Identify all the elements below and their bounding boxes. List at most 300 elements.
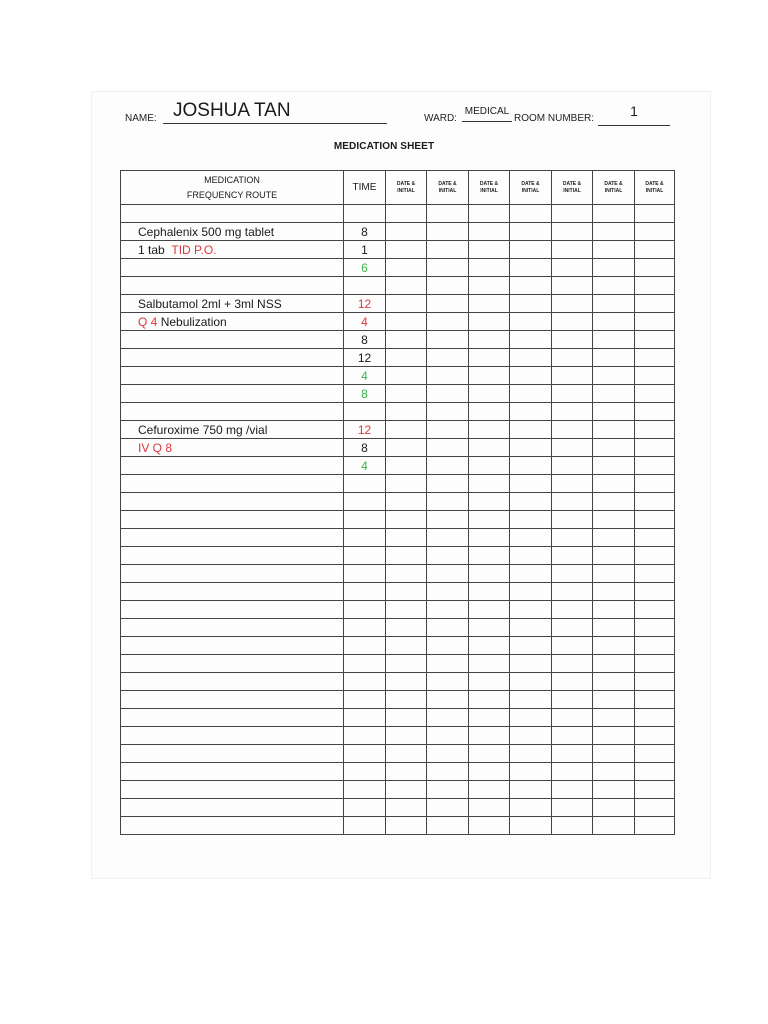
date-initial-cell[interactable] xyxy=(635,223,675,241)
date-initial-cell[interactable] xyxy=(386,799,427,817)
date-initial-cell[interactable] xyxy=(510,673,552,691)
date-initial-cell[interactable] xyxy=(469,691,510,709)
date-initial-cell[interactable] xyxy=(427,601,469,619)
date-initial-cell[interactable] xyxy=(510,313,552,331)
medication-header-line1: MEDICATION xyxy=(204,174,260,185)
date-initial-cell[interactable] xyxy=(469,331,510,349)
date-initial-cell[interactable] xyxy=(427,565,469,583)
date-initial-cell[interactable] xyxy=(469,367,510,385)
date-initial-cell[interactable] xyxy=(386,709,427,727)
date-initial-cell[interactable] xyxy=(593,259,635,277)
date-initial-cell[interactable] xyxy=(386,547,427,565)
date-initial-cell[interactable] xyxy=(469,619,510,637)
date-initial-cell[interactable] xyxy=(552,313,593,331)
date-initial-cell[interactable] xyxy=(635,781,675,799)
date-initial-cell[interactable] xyxy=(635,457,675,475)
name-underline xyxy=(163,123,387,124)
date-initial-cell[interactable] xyxy=(635,637,675,655)
date-initial-cell[interactable] xyxy=(552,547,593,565)
date-initial-cell[interactable] xyxy=(469,295,510,313)
date-initial-cell[interactable] xyxy=(552,367,593,385)
date-initial-cell[interactable] xyxy=(427,727,469,745)
date-initial-cell[interactable] xyxy=(510,295,552,313)
date-initial-cell[interactable] xyxy=(635,601,675,619)
date-initial-cell[interactable] xyxy=(635,205,675,223)
date-initial-cell[interactable] xyxy=(469,763,510,781)
date-initial-cell[interactable] xyxy=(593,547,635,565)
date-initial-cell[interactable] xyxy=(552,457,593,475)
date-initial-cell[interactable] xyxy=(635,259,675,277)
date-initial-cell[interactable] xyxy=(552,727,593,745)
date-initial-header-7 xyxy=(635,171,675,205)
date-initial-cell[interactable] xyxy=(552,241,593,259)
date-initial-cell[interactable] xyxy=(635,763,675,781)
date-initial-cell[interactable] xyxy=(386,295,427,313)
name-label: NAME: xyxy=(125,113,157,124)
date-initial-cell[interactable] xyxy=(386,637,427,655)
date-initial-cell[interactable] xyxy=(552,619,593,637)
frequency-route: Q 4 xyxy=(138,314,158,329)
date-initial-cell[interactable] xyxy=(593,727,635,745)
date-initial-cell[interactable] xyxy=(552,277,593,295)
date-initial-cell[interactable] xyxy=(427,223,469,241)
date-initial-cell[interactable] xyxy=(510,601,552,619)
date-initial-cell[interactable] xyxy=(386,475,427,493)
time-cell: 1 xyxy=(344,241,386,259)
date-initial-cell[interactable] xyxy=(635,331,675,349)
medication-cell xyxy=(121,511,344,529)
date-initial-cell[interactable] xyxy=(510,547,552,565)
date-initial-cell[interactable] xyxy=(552,781,593,799)
medication-cell xyxy=(121,619,344,637)
date-initial-cell[interactable] xyxy=(469,385,510,403)
date-initial-cell[interactable] xyxy=(593,565,635,583)
table-row xyxy=(121,241,675,259)
time-cell xyxy=(344,547,386,565)
date-initial-cell[interactable] xyxy=(469,817,510,835)
date-initial-cell[interactable] xyxy=(635,241,675,259)
ward-label: WARD: xyxy=(424,113,457,124)
date-initial-cell[interactable] xyxy=(469,529,510,547)
date-initial-cell[interactable] xyxy=(552,763,593,781)
date-initial-cell[interactable] xyxy=(593,493,635,511)
date-initial-cell[interactable] xyxy=(510,529,552,547)
date-initial-cell[interactable] xyxy=(386,223,427,241)
date-initial-cell[interactable] xyxy=(469,205,510,223)
date-initial-cell[interactable] xyxy=(427,745,469,763)
date-initial-cell[interactable] xyxy=(469,349,510,367)
date-initial-cell[interactable] xyxy=(552,799,593,817)
date-initial-cell[interactable] xyxy=(386,727,427,745)
date-initial-cell[interactable] xyxy=(427,421,469,439)
date-initial-cell[interactable] xyxy=(469,727,510,745)
date-initial-cell[interactable] xyxy=(386,439,427,457)
date-initial-cell[interactable] xyxy=(593,529,635,547)
date-initial-cell[interactable] xyxy=(635,367,675,385)
date-initial-cell[interactable] xyxy=(552,259,593,277)
date-initial-cell[interactable] xyxy=(635,421,675,439)
date-initial-cell[interactable] xyxy=(552,331,593,349)
date-initial-cell[interactable] xyxy=(469,475,510,493)
medication-name: 1 tab xyxy=(138,242,165,257)
date-initial-cell[interactable] xyxy=(635,727,675,745)
date-initial-cell[interactable] xyxy=(635,403,675,421)
date-initial-cell[interactable] xyxy=(386,583,427,601)
table-row xyxy=(121,637,675,655)
date-initial-cell[interactable] xyxy=(510,403,552,421)
date-initial-cell[interactable] xyxy=(510,781,552,799)
date-initial-cell[interactable] xyxy=(469,439,510,457)
date-initial-cell[interactable] xyxy=(510,493,552,511)
date-initial-cell[interactable] xyxy=(593,655,635,673)
date-initial-cell[interactable] xyxy=(510,457,552,475)
date-initial-cell[interactable] xyxy=(593,457,635,475)
date-initial-cell[interactable] xyxy=(552,655,593,673)
date-initial-cell[interactable] xyxy=(386,781,427,799)
date-initial-cell[interactable] xyxy=(427,385,469,403)
date-initial-cell[interactable] xyxy=(593,709,635,727)
date-initial-cell[interactable] xyxy=(469,745,510,763)
date-initial-cell[interactable] xyxy=(635,475,675,493)
date-initial-cell[interactable] xyxy=(593,637,635,655)
date-initial-cell[interactable] xyxy=(510,799,552,817)
date-initial-cell[interactable] xyxy=(469,403,510,421)
date-initial-cell[interactable] xyxy=(593,691,635,709)
date-initial-cell[interactable] xyxy=(552,817,593,835)
date-initial-cell[interactable] xyxy=(510,817,552,835)
date-initial-cell[interactable] xyxy=(427,763,469,781)
date-initial-cell[interactable] xyxy=(552,583,593,601)
date-label: DATE & xyxy=(562,180,582,187)
date-initial-cell[interactable] xyxy=(635,277,675,295)
time-column-header: TIME xyxy=(344,171,386,205)
date-initial-cell[interactable] xyxy=(552,439,593,457)
date-initial-cell[interactable] xyxy=(386,745,427,763)
date-initial-cell[interactable] xyxy=(593,367,635,385)
date-initial-cell[interactable] xyxy=(510,565,552,583)
date-initial-cell[interactable] xyxy=(510,511,552,529)
date-initial-header-3 xyxy=(469,171,510,205)
table-row xyxy=(121,601,675,619)
date-initial-cell[interactable] xyxy=(427,673,469,691)
date-initial-cell[interactable] xyxy=(593,799,635,817)
date-initial-cell[interactable] xyxy=(510,619,552,637)
date-initial-cell[interactable] xyxy=(469,799,510,817)
date-initial-cell[interactable] xyxy=(386,511,427,529)
date-initial-cell[interactable] xyxy=(510,385,552,403)
date-initial-cell[interactable] xyxy=(635,295,675,313)
time-cell: 8 xyxy=(344,331,386,349)
time-cell xyxy=(344,493,386,511)
date-initial-cell[interactable] xyxy=(510,745,552,763)
date-initial-cell[interactable] xyxy=(510,583,552,601)
initial-label: INITIAL xyxy=(604,187,623,194)
date-initial-cell[interactable] xyxy=(635,799,675,817)
medication-cell xyxy=(121,457,344,475)
date-initial-cell[interactable] xyxy=(552,565,593,583)
date-initial-cell[interactable] xyxy=(469,313,510,331)
date-initial-cell[interactable] xyxy=(427,403,469,421)
date-initial-cell[interactable] xyxy=(552,349,593,367)
date-initial-cell[interactable] xyxy=(427,709,469,727)
date-initial-cell[interactable] xyxy=(552,601,593,619)
table-row xyxy=(121,421,675,439)
date-initial-cell[interactable] xyxy=(635,493,675,511)
date-initial-cell[interactable] xyxy=(386,529,427,547)
date-initial-cell[interactable] xyxy=(386,331,427,349)
date-initial-cell[interactable] xyxy=(427,205,469,223)
date-initial-cell[interactable] xyxy=(469,241,510,259)
date-initial-cell[interactable] xyxy=(635,385,675,403)
date-initial-cell[interactable] xyxy=(552,637,593,655)
date-initial-cell[interactable] xyxy=(510,205,552,223)
date-initial-cell[interactable] xyxy=(469,709,510,727)
date-initial-cell[interactable] xyxy=(593,745,635,763)
date-initial-cell[interactable] xyxy=(593,619,635,637)
date-initial-cell[interactable] xyxy=(593,439,635,457)
medication-cell xyxy=(121,223,344,241)
date-initial-cell[interactable] xyxy=(469,457,510,475)
date-initial-cell[interactable] xyxy=(510,223,552,241)
table-row xyxy=(121,529,675,547)
initial-label: INITIAL xyxy=(563,187,581,194)
date-initial-cell[interactable] xyxy=(386,403,427,421)
date-initial-cell[interactable] xyxy=(552,403,593,421)
date-initial-cell[interactable] xyxy=(427,547,469,565)
date-initial-cell[interactable] xyxy=(427,817,469,835)
date-initial-cell[interactable] xyxy=(593,205,635,223)
date-initial-cell[interactable] xyxy=(386,601,427,619)
date-initial-cell[interactable] xyxy=(469,637,510,655)
time-cell xyxy=(344,763,386,781)
date-initial-cell[interactable] xyxy=(469,493,510,511)
date-initial-cell[interactable] xyxy=(552,511,593,529)
date-initial-cell[interactable] xyxy=(510,637,552,655)
date-initial-header-4 xyxy=(510,171,552,205)
date-initial-cell[interactable] xyxy=(386,763,427,781)
date-initial-cell[interactable] xyxy=(427,259,469,277)
date-initial-cell[interactable] xyxy=(635,709,675,727)
date-initial-cell[interactable] xyxy=(635,511,675,529)
date-initial-cell[interactable] xyxy=(593,403,635,421)
date-initial-cell[interactable] xyxy=(469,259,510,277)
date-initial-cell[interactable] xyxy=(635,583,675,601)
date-initial-cell[interactable] xyxy=(593,511,635,529)
date-initial-cell[interactable] xyxy=(427,619,469,637)
date-initial-cell[interactable] xyxy=(427,277,469,295)
room-number-underline xyxy=(598,125,670,126)
ward-underline xyxy=(462,121,512,122)
date-initial-cell[interactable] xyxy=(510,709,552,727)
date-initial-cell[interactable] xyxy=(427,367,469,385)
date-initial-cell[interactable] xyxy=(635,529,675,547)
date-initial-cell[interactable] xyxy=(635,349,675,367)
table-row xyxy=(121,709,675,727)
date-initial-cell[interactable] xyxy=(510,259,552,277)
date-initial-cell[interactable] xyxy=(469,511,510,529)
date-initial-cell[interactable] xyxy=(386,349,427,367)
date-initial-cell[interactable] xyxy=(469,781,510,799)
date-initial-cell[interactable] xyxy=(427,655,469,673)
date-initial-cell[interactable] xyxy=(469,277,510,295)
date-initial-cell[interactable] xyxy=(552,745,593,763)
date-initial-cell[interactable] xyxy=(635,547,675,565)
date-initial-cell[interactable] xyxy=(386,817,427,835)
date-initial-cell[interactable] xyxy=(386,691,427,709)
date-initial-cell[interactable] xyxy=(427,583,469,601)
date-initial-cell[interactable] xyxy=(510,691,552,709)
date-initial-cell[interactable] xyxy=(386,421,427,439)
date-initial-cell[interactable] xyxy=(635,673,675,691)
date-initial-cell[interactable] xyxy=(635,619,675,637)
date-initial-cell[interactable] xyxy=(386,493,427,511)
date-initial-cell[interactable] xyxy=(427,457,469,475)
date-initial-cell[interactable] xyxy=(510,475,552,493)
medication-cell xyxy=(121,799,344,817)
date-initial-cell[interactable] xyxy=(386,241,427,259)
date-initial-cell[interactable] xyxy=(552,691,593,709)
medication-name: Cephalenix 500 mg tablet xyxy=(138,224,275,239)
date-initial-cell[interactable] xyxy=(552,475,593,493)
date-initial-cell[interactable] xyxy=(427,241,469,259)
date-initial-cell[interactable] xyxy=(635,745,675,763)
date-initial-cell[interactable] xyxy=(427,799,469,817)
time-cell: 8 xyxy=(344,385,386,403)
date-initial-cell[interactable] xyxy=(552,673,593,691)
date-initial-cell[interactable] xyxy=(386,367,427,385)
date-initial-cell[interactable] xyxy=(552,529,593,547)
date-initial-cell[interactable] xyxy=(510,727,552,745)
table-row xyxy=(121,349,675,367)
date-initial-cell[interactable] xyxy=(593,223,635,241)
table-row xyxy=(121,385,675,403)
medication-cell xyxy=(121,331,344,349)
table-row xyxy=(121,781,675,799)
medication-cell xyxy=(121,241,344,259)
date-initial-cell[interactable] xyxy=(469,601,510,619)
date-initial-cell[interactable] xyxy=(469,673,510,691)
date-initial-cell[interactable] xyxy=(386,313,427,331)
date-initial-cell[interactable] xyxy=(427,295,469,313)
date-initial-cell[interactable] xyxy=(386,457,427,475)
date-initial-cell[interactable] xyxy=(427,493,469,511)
date-initial-cell[interactable] xyxy=(427,439,469,457)
date-initial-cell[interactable] xyxy=(510,349,552,367)
date-initial-cell[interactable] xyxy=(510,421,552,439)
time-cell: 8 xyxy=(344,439,386,457)
room-number-value: 1 xyxy=(630,103,638,119)
date-initial-cell[interactable] xyxy=(427,475,469,493)
date-initial-cell[interactable] xyxy=(510,331,552,349)
date-initial-cell[interactable] xyxy=(593,583,635,601)
date-initial-cell[interactable] xyxy=(510,655,552,673)
date-initial-cell[interactable] xyxy=(386,673,427,691)
date-initial-cell[interactable] xyxy=(386,385,427,403)
date-initial-cell[interactable] xyxy=(469,223,510,241)
date-initial-cell[interactable] xyxy=(552,493,593,511)
date-initial-cell[interactable] xyxy=(635,817,675,835)
date-initial-cell[interactable] xyxy=(427,349,469,367)
date-initial-cell[interactable] xyxy=(552,205,593,223)
date-initial-cell[interactable] xyxy=(552,223,593,241)
date-initial-cell[interactable] xyxy=(593,295,635,313)
date-initial-cell[interactable] xyxy=(427,331,469,349)
date-initial-cell[interactable] xyxy=(510,367,552,385)
date-initial-cell[interactable] xyxy=(386,565,427,583)
date-initial-cell[interactable] xyxy=(593,673,635,691)
date-initial-cell[interactable] xyxy=(386,205,427,223)
date-initial-cell[interactable] xyxy=(552,709,593,727)
date-initial-cell[interactable] xyxy=(427,691,469,709)
date-initial-cell[interactable] xyxy=(593,385,635,403)
date-initial-cell[interactable] xyxy=(552,421,593,439)
date-initial-cell[interactable] xyxy=(593,421,635,439)
time-cell: 12 xyxy=(344,421,386,439)
date-initial-cell[interactable] xyxy=(427,313,469,331)
date-initial-cell[interactable] xyxy=(635,655,675,673)
date-initial-cell[interactable] xyxy=(510,763,552,781)
time-cell xyxy=(344,691,386,709)
date-initial-cell[interactable] xyxy=(469,655,510,673)
date-initial-cell[interactable] xyxy=(593,313,635,331)
time-cell xyxy=(344,511,386,529)
date-initial-cell[interactable] xyxy=(635,439,675,457)
date-initial-cell[interactable] xyxy=(593,277,635,295)
date-initial-cell[interactable] xyxy=(593,475,635,493)
date-initial-cell[interactable] xyxy=(593,817,635,835)
date-initial-cell[interactable] xyxy=(469,565,510,583)
date-initial-cell[interactable] xyxy=(510,277,552,295)
date-initial-cell[interactable] xyxy=(593,781,635,799)
medication-column-header xyxy=(121,171,344,205)
date-initial-cell[interactable] xyxy=(427,529,469,547)
date-initial-cell[interactable] xyxy=(469,421,510,439)
date-initial-cell[interactable] xyxy=(552,385,593,403)
date-initial-cell[interactable] xyxy=(593,241,635,259)
medication-cell xyxy=(121,781,344,799)
date-initial-cell[interactable] xyxy=(593,763,635,781)
date-initial-cell[interactable] xyxy=(469,583,510,601)
time-cell: 4 xyxy=(344,313,386,331)
date-initial-cell[interactable] xyxy=(635,565,675,583)
date-initial-cell[interactable] xyxy=(427,781,469,799)
date-initial-cell[interactable] xyxy=(593,349,635,367)
table-row xyxy=(121,745,675,763)
date-initial-cell[interactable] xyxy=(510,241,552,259)
date-initial-cell[interactable] xyxy=(593,601,635,619)
medication-table-body xyxy=(121,205,675,835)
date-initial-cell[interactable] xyxy=(635,691,675,709)
date-initial-cell[interactable] xyxy=(427,637,469,655)
date-initial-cell[interactable] xyxy=(469,547,510,565)
date-initial-cell[interactable] xyxy=(386,277,427,295)
date-initial-cell[interactable] xyxy=(386,655,427,673)
table-row xyxy=(121,313,675,331)
table-row xyxy=(121,817,675,835)
time-cell xyxy=(344,205,386,223)
date-initial-cell[interactable] xyxy=(593,331,635,349)
date-label: DATE & xyxy=(521,180,540,187)
date-initial-cell[interactable] xyxy=(635,313,675,331)
date-initial-cell[interactable] xyxy=(552,295,593,313)
date-initial-cell[interactable] xyxy=(386,259,427,277)
medication-cell xyxy=(121,637,344,655)
medication-header-line2: FREQUENCY ROUTE xyxy=(186,189,278,200)
date-initial-cell[interactable] xyxy=(510,439,552,457)
date-label: DATE & xyxy=(438,180,457,187)
date-initial-cell[interactable] xyxy=(386,619,427,637)
date-initial-cell[interactable] xyxy=(427,511,469,529)
